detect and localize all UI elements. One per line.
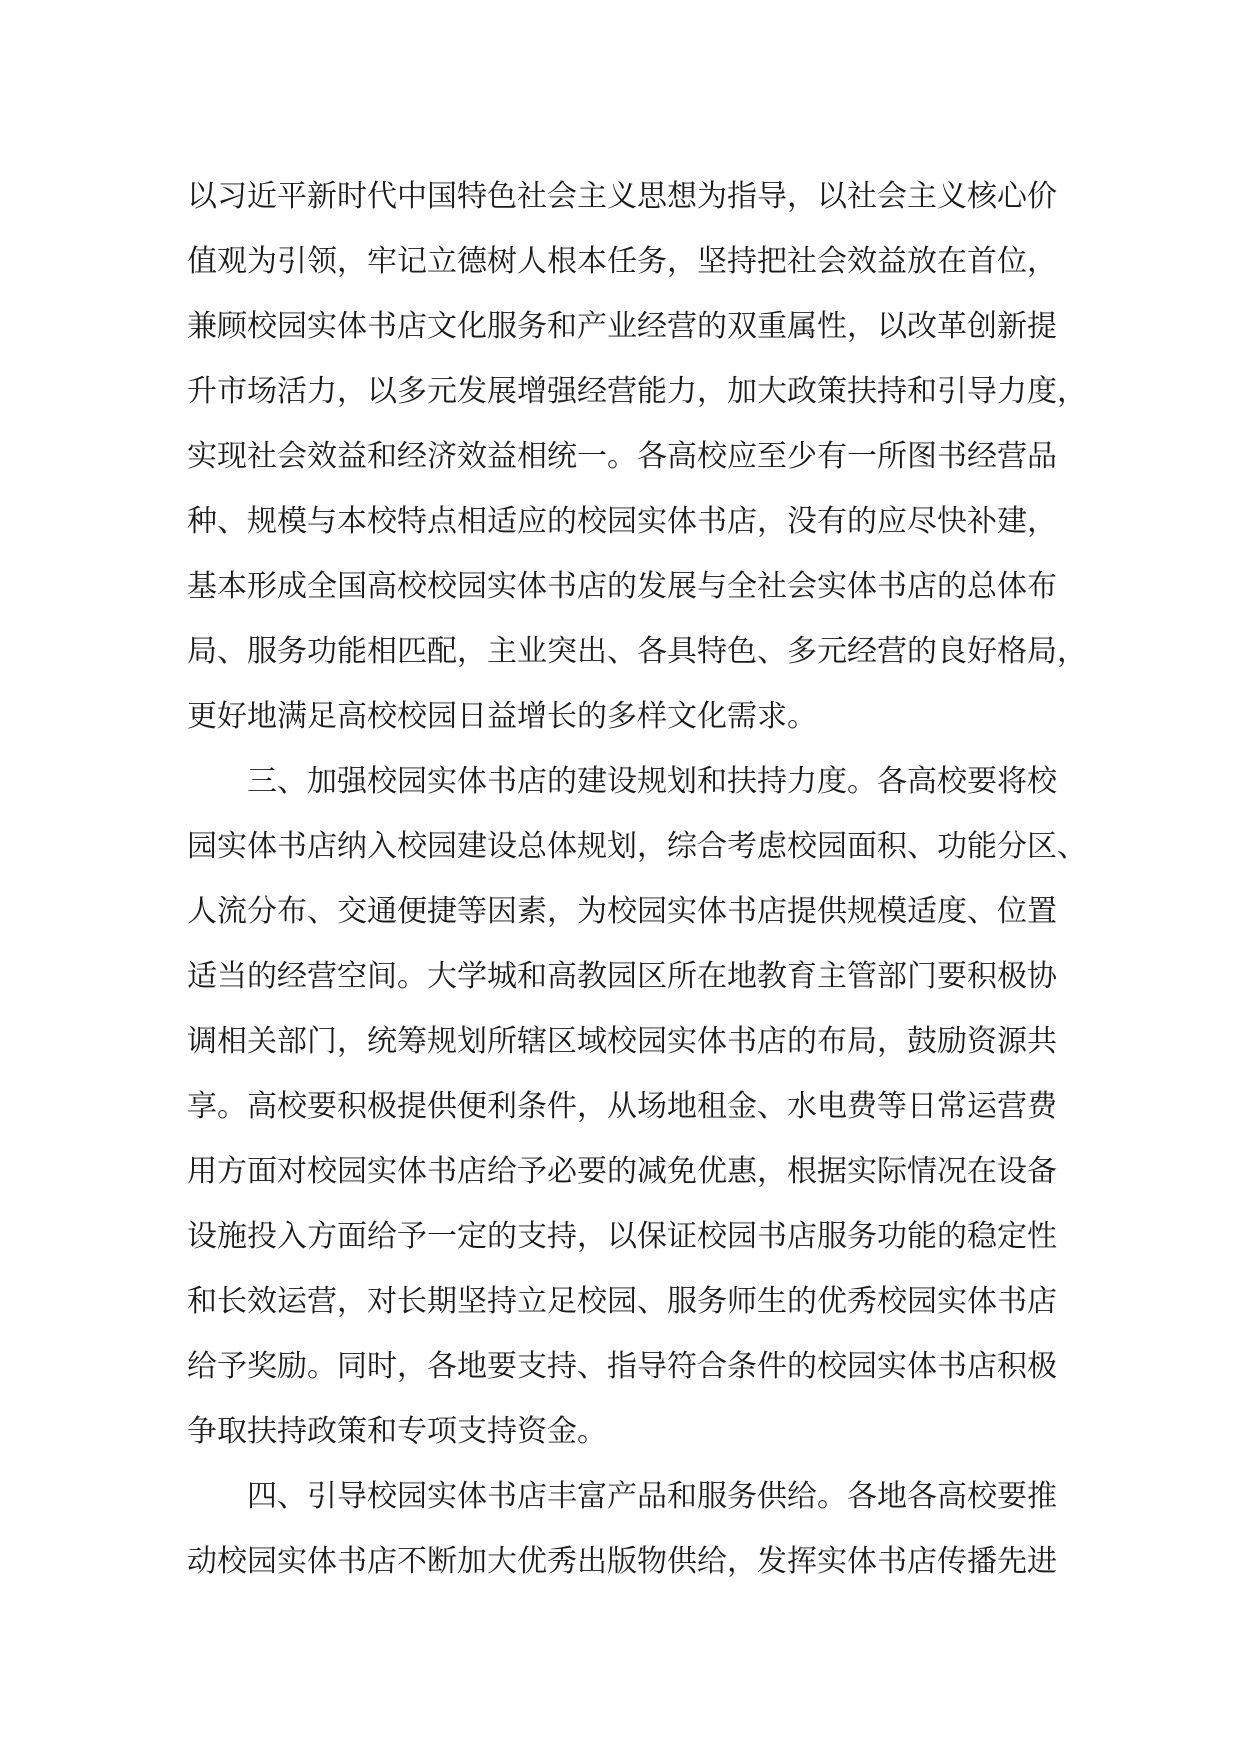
- text-line: 值观为引领，牢记立德树人根本任务，坚持把社会效益放在首位，: [187, 244, 1057, 279]
- text-line: 更好地满足高校校园日益增长的多样文化需求。: [187, 699, 817, 734]
- paragraph-heading-line: 四、引导校园实体书店丰富产品和服务供给。各地各高校要推: [187, 1479, 1057, 1514]
- text-line: 和长效运营，对长期坚持立足校园、服务师生的优秀校园实体书店: [187, 1284, 1057, 1319]
- text-line: 享。高校要积极提供便利条件，从场地租金、水电费等日常运营费: [187, 1089, 1057, 1124]
- text-line: 种、规模与本校特点相适应的校园实体书店，没有的应尽快补建，: [187, 504, 1057, 539]
- body-text: [187, 164, 1087, 1594]
- text-line: 设施投入方面给予一定的支持，以保证校园书店服务功能的稳定性: [187, 1219, 1057, 1254]
- text-line: 局、服务功能相匹配，主业突出、各具特色、多元经营的良好格局，: [187, 634, 1087, 669]
- text-line: 人流分布、交通便捷等因素，为校园实体书店提供规模适度、位置: [187, 894, 1057, 929]
- text-line: 用方面对校园实体书店给予必要的减免优惠，根据实际情况在设备: [187, 1154, 1057, 1189]
- text-line: 争取扶持政策和专项支持资金。: [187, 1414, 607, 1449]
- text-line: 园实体书店纳入校园建设总体规划，综合考虑校园面积、功能分区、: [187, 829, 1087, 864]
- text-line: 升市场活力，以多元发展增强经营能力，加大政策扶持和引导力度，: [187, 374, 1087, 409]
- text-line: 兼顾校园实体书店文化服务和产业经营的双重属性，以改革创新提: [187, 309, 1057, 344]
- text-line: 适当的经营空间。大学城和高教园区所在地教育主管部门要积极协: [187, 959, 1057, 994]
- text-line: 给予奖励。同时，各地要支持、指导符合条件的校园实体书店积极: [187, 1349, 1057, 1384]
- text-line: 基本形成全国高校校园实体书店的发展与全社会实体书店的总体布: [187, 569, 1057, 604]
- text-line: 调相关部门，统筹规划所辖区域校园实体书店的布局，鼓励资源共: [187, 1024, 1057, 1059]
- text-line: 动校园实体书店不断加大优秀出版物供给，发挥实体书店传播先进: [187, 1544, 1057, 1579]
- text-line: 实现社会效益和经济效益相统一。各高校应至少有一所图书经营品: [187, 439, 1057, 474]
- paragraph-heading-line: 三、加强校园实体书店的建设规划和扶持力度。各高校要将校: [187, 764, 1057, 799]
- text-line: 以习近平新时代中国特色社会主义思想为指导，以社会主义核心价: [187, 179, 1057, 214]
